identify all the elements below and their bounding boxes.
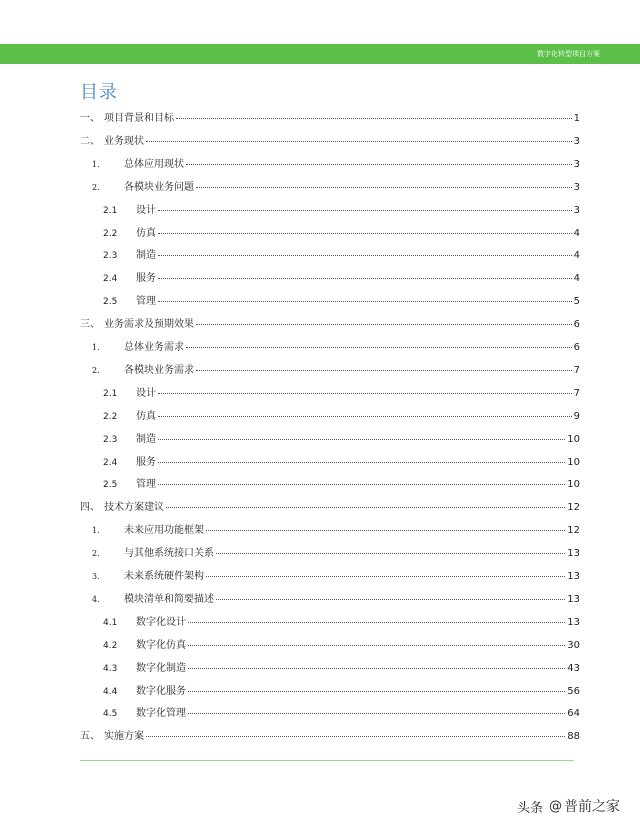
toc-entry-number: 2.4 — [103, 457, 118, 468]
toc-entry[interactable] — [103, 433, 580, 447]
watermark — [517, 796, 620, 816]
toc-entry-page: 4 — [573, 250, 580, 262]
toc-entry-number: 2. — [92, 182, 100, 192]
toc-entry[interactable] — [103, 204, 580, 218]
toc-dot-leader — [158, 392, 572, 394]
toc-entry-page: 1 — [573, 113, 580, 124]
toc-entry[interactable] — [80, 135, 580, 149]
toc-entry-number: 一、 — [80, 113, 100, 124]
toc-dot-leader — [158, 438, 565, 440]
toc-entry-title: 总体业务需求 — [124, 342, 184, 353]
toc-entry-title: 数字化管理 — [136, 708, 186, 720]
toc-dot-leader — [196, 186, 572, 188]
watermark-platform: 头条 — [516, 800, 543, 816]
toc-entry-number: 1. — [92, 526, 100, 536]
toc-dot-leader — [188, 621, 565, 623]
toc-entry-title: 未来应用功能框架 — [124, 525, 204, 537]
toc-entry[interactable] — [103, 478, 580, 492]
toc-entry-number: 五、 — [80, 731, 100, 743]
toc-entry-title: 仿真 — [136, 410, 156, 422]
toc-entry-title: 设计 — [136, 387, 156, 399]
toc-dot-leader — [196, 369, 572, 371]
toc-entry[interactable] — [103, 707, 580, 721]
toc-entry[interactable] — [92, 570, 580, 584]
toc-entry[interactable] — [103, 639, 580, 653]
toc-entry-title: 模块清单和简要描述 — [124, 593, 214, 605]
toc-dot-leader — [196, 323, 572, 325]
toc-entry-page: 3 — [573, 158, 580, 170]
toc-dot-leader — [146, 140, 572, 142]
toc-entry-page: 64 — [567, 708, 580, 720]
toc-entry-title: 制造 — [136, 250, 156, 262]
toc-entry-number: 4.5 — [103, 709, 118, 720]
toc-entry-number: 3. — [92, 572, 100, 581]
toc-entry-title: 管理 — [136, 296, 156, 308]
toc-entry-number: 2.1 — [103, 205, 118, 216]
toc-dot-leader — [188, 712, 565, 714]
toc-entry-page: 10 — [567, 456, 580, 468]
toc-entry-page: 13 — [567, 571, 580, 582]
toc-entry-page: 10 — [567, 479, 580, 491]
toc-dot-leader — [188, 690, 565, 692]
toc-entry-page: 13 — [567, 593, 580, 605]
watermark-at: @ — [549, 798, 562, 814]
toc-entry[interactable] — [80, 501, 580, 515]
toc-dot-leader — [206, 529, 565, 531]
toc-entry-page: 12 — [567, 502, 580, 514]
watermark-account: 普前之家 — [564, 799, 620, 815]
toc-dot-leader — [216, 552, 565, 554]
toc-entry-page: 4 — [573, 227, 580, 239]
toc-entry-title: 制造 — [136, 433, 156, 445]
toc-entry-page: 6 — [573, 319, 580, 331]
toc-entry-page: 5 — [573, 296, 580, 308]
toc-entry-number: 2.3 — [103, 434, 118, 445]
toc-dot-leader — [158, 483, 565, 485]
toc-entry[interactable] — [80, 730, 580, 744]
toc-dot-leader — [166, 506, 565, 508]
toc-entry-page: 13 — [567, 616, 580, 628]
toc-entry-number: 2.5 — [103, 297, 118, 308]
toc-entry-title: 数字化服务 — [136, 685, 186, 697]
toc-entry-page: 13 — [567, 548, 580, 560]
toc-entry-title: 设计 — [136, 204, 156, 216]
toc-entry-number: 1. — [92, 343, 100, 352]
toc-dot-leader — [176, 117, 572, 119]
toc-entry-number: 2.3 — [103, 251, 118, 262]
toc-entry-number: 2. — [92, 365, 100, 375]
toc-entry-title: 数字化制造 — [136, 662, 186, 674]
toc-entry[interactable] — [103, 272, 580, 286]
toc-entry-page: 4 — [573, 273, 580, 285]
toc-dot-leader — [186, 163, 572, 165]
toc-dot-leader — [188, 667, 565, 669]
toc-entry[interactable] — [103, 662, 580, 676]
toc-entry-page: 56 — [567, 685, 580, 697]
toc-dot-leader — [158, 461, 565, 463]
toc-entry-number: 二、 — [80, 135, 100, 147]
header-title: 数字化转型项目方案 — [537, 50, 600, 58]
toc-entry[interactable] — [92, 547, 580, 561]
toc-entry-page: 3 — [573, 204, 580, 216]
toc-entry-title: 服务 — [136, 273, 156, 285]
toc-dot-leader — [146, 735, 565, 737]
toc-entry[interactable] — [103, 227, 580, 241]
toc-dot-leader — [188, 644, 565, 646]
toc-entry-page: 6 — [573, 342, 580, 353]
toc-entry-number: 2.5 — [103, 480, 118, 491]
toc-entry-title: 数字化设计 — [136, 616, 186, 628]
toc-entry-title: 服务 — [136, 456, 156, 468]
toc-entry-title: 与其他系统接口关系 — [124, 548, 214, 560]
toc-entry-title: 各模块业务需求 — [124, 364, 194, 376]
toc-entry-title: 总体应用现状 — [124, 158, 184, 170]
toc-entry-number: 三、 — [80, 319, 100, 331]
toc-entry-title: 实施方案 — [104, 731, 144, 743]
toc-entry-page: 7 — [573, 364, 580, 376]
toc-dot-leader — [158, 300, 572, 302]
toc-entry-title: 各模块业务问题 — [124, 181, 194, 193]
toc-dot-leader — [158, 209, 572, 211]
toc-entry-number: 2.2 — [103, 228, 118, 239]
toc-entry-page: 7 — [573, 387, 580, 399]
toc-entry-page: 30 — [567, 639, 580, 651]
toc-entry-page: 9 — [573, 410, 580, 422]
toc-dot-leader — [216, 598, 565, 600]
toc-entry-title: 项目背景和目标 — [104, 113, 174, 124]
toc-entry-title: 技术方案建议 — [104, 502, 164, 514]
toc-entry-number: 4.2 — [103, 640, 118, 651]
toc-entry[interactable] — [103, 249, 580, 263]
toc-entry-page: 88 — [567, 731, 580, 743]
toc-entry-number: 2. — [92, 549, 100, 559]
toc-entry[interactable] — [103, 456, 580, 470]
toc-entry-title: 业务现状 — [104, 135, 144, 147]
toc-entry-title: 数字化仿真 — [136, 639, 186, 651]
toc-heading: 目录 — [80, 82, 118, 103]
toc-entry-number: 2.2 — [103, 411, 118, 422]
toc-entry-page: 12 — [567, 525, 580, 537]
toc-entry-title: 业务需求及预期效果 — [104, 319, 194, 331]
toc-entry[interactable] — [92, 181, 580, 195]
toc-entry-number: 1. — [92, 159, 100, 169]
toc-entry[interactable] — [103, 616, 580, 630]
toc-dot-leader — [158, 232, 572, 234]
toc-dot-leader — [158, 254, 572, 256]
toc-dot-leader — [206, 575, 565, 577]
toc-entry[interactable] — [92, 593, 580, 607]
toc-entry[interactable] — [92, 364, 580, 378]
toc-entry[interactable] — [80, 318, 580, 332]
toc-dot-leader — [158, 277, 572, 279]
toc-entry-number: 4.1 — [103, 617, 118, 628]
toc-entry-number: 四、 — [80, 502, 100, 514]
toc-entry-number: 4.4 — [103, 686, 118, 697]
header-bar — [0, 44, 640, 64]
toc-entry[interactable] — [92, 524, 580, 538]
toc-entry-number: 4.3 — [103, 663, 118, 674]
toc-entry-title: 未来系统硬件架构 — [124, 571, 204, 582]
toc-entry-number: 4. — [92, 594, 100, 604]
toc-entry-page: 43 — [567, 662, 580, 674]
footer-divider — [80, 760, 574, 761]
toc-entry-title: 管理 — [136, 479, 156, 491]
toc-entry-number: 2.4 — [103, 274, 118, 285]
toc-entry[interactable] — [92, 158, 580, 172]
toc-entry-page: 3 — [573, 181, 580, 193]
toc-entry[interactable] — [103, 387, 580, 401]
toc-entry[interactable] — [80, 112, 580, 126]
toc-dot-leader — [186, 346, 572, 348]
toc-entry[interactable] — [103, 410, 580, 424]
toc-entry[interactable] — [103, 295, 580, 309]
toc-entry-title: 仿真 — [136, 227, 156, 239]
toc-entry[interactable] — [103, 685, 580, 699]
toc-entry-number: 2.1 — [103, 388, 118, 399]
toc-entry-page: 10 — [567, 433, 580, 445]
toc-entry-page: 3 — [573, 135, 580, 147]
toc-dot-leader — [158, 415, 572, 417]
toc-entry[interactable] — [92, 341, 580, 355]
